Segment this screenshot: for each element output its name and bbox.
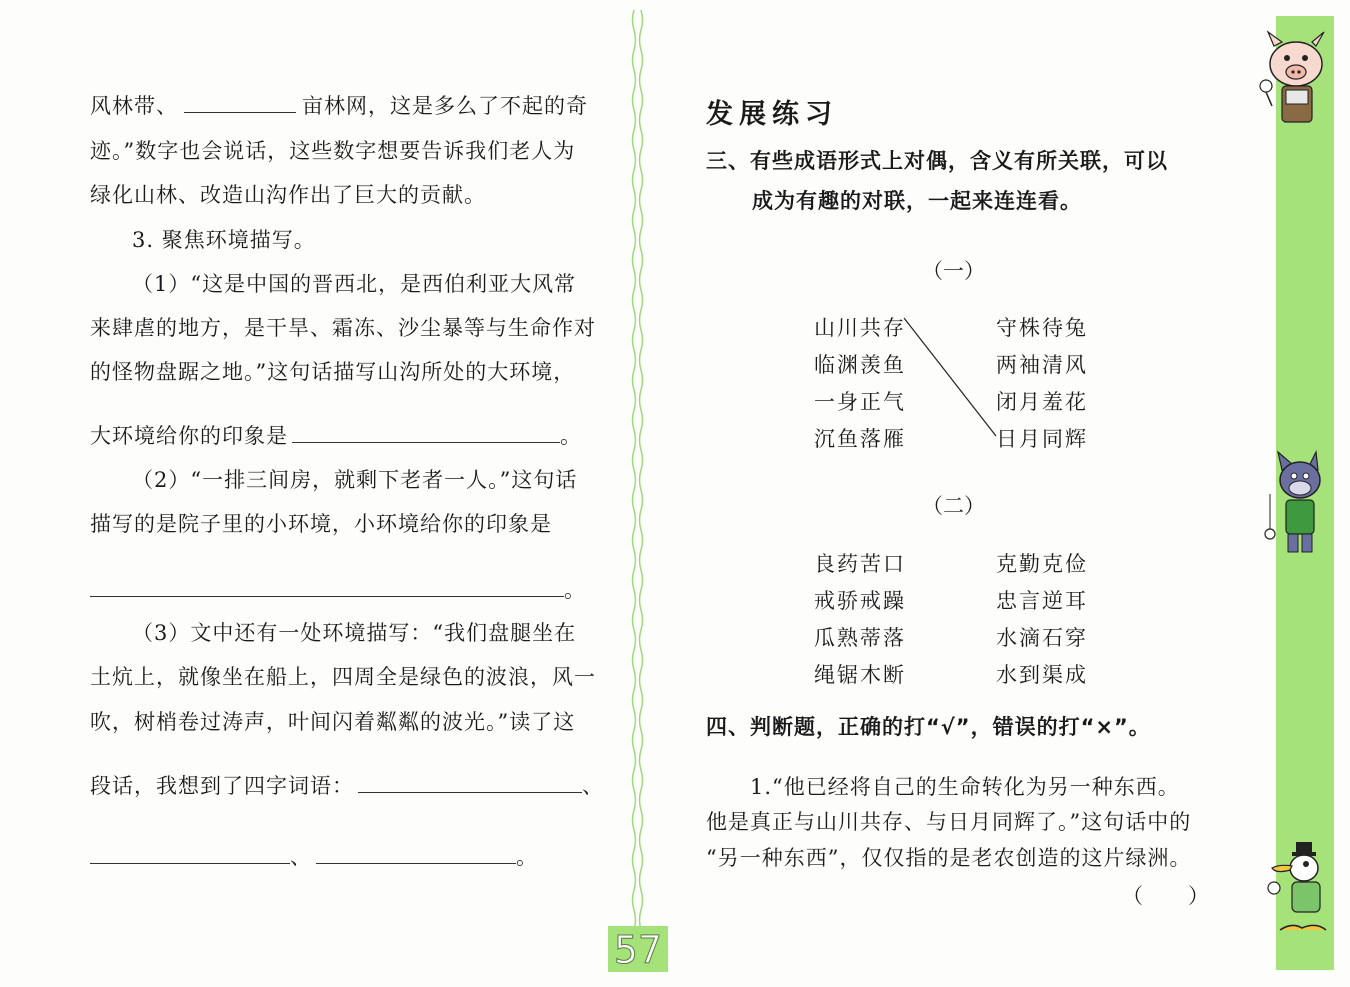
- text-line: 、 。: [90, 841, 538, 871]
- text-line: 的怪物盘踞之地。”这句话描写山沟所处的大环境，: [90, 360, 576, 384]
- idiom-left[interactable]: 瓜熟蒂落: [814, 626, 906, 650]
- question-4-title: 四、判断题，正确的打“√”，错误的打“×”。: [706, 715, 1151, 739]
- idiom-right[interactable]: 两袖清风: [996, 353, 1088, 377]
- idiom-right[interactable]: 忠言逆耳: [996, 589, 1088, 613]
- idiom-right[interactable]: 闭月羞花: [996, 390, 1088, 414]
- answer-blank[interactable]: [90, 578, 564, 597]
- idiom-right[interactable]: 水到渠成: [996, 663, 1088, 687]
- idiom-left[interactable]: 绳锯木断: [814, 663, 906, 687]
- answer-blank[interactable]: [184, 94, 296, 113]
- text-line: 吹，树梢卷过涛声，叶间闪着粼粼的波光。”读了这: [90, 710, 576, 734]
- idiom-left[interactable]: 戒骄戒躁: [814, 589, 906, 613]
- text-line: （3）文中还有一处环境描写：“我们盘腿坐在: [132, 621, 577, 645]
- page-number: 57: [608, 926, 668, 972]
- answer-blank[interactable]: [90, 845, 290, 864]
- answer-blank[interactable]: [316, 845, 516, 864]
- answer-blank[interactable]: [358, 774, 582, 793]
- spine-divider: [628, 10, 648, 930]
- idiom-left[interactable]: 山川共存: [814, 316, 906, 340]
- text-line: 他是真正与山川共存、与日月同辉了。”这句话中的: [706, 810, 1192, 834]
- text-line: 绿化山林、改造山沟作出了巨大的贡献。: [90, 183, 486, 207]
- text-line: 大环境给你的印象是 。: [90, 424, 582, 448]
- text-line: 风林带、 亩林网，这是多么了不起的奇: [90, 94, 588, 118]
- idiom-right[interactable]: 水滴石穿: [996, 626, 1088, 650]
- left-page: [0, 0, 630, 987]
- idiom-right[interactable]: 克勤克俭: [996, 552, 1088, 576]
- text-line: 土炕上，就像坐在船上，四周全是绿色的波浪，风一: [90, 665, 596, 689]
- duck-mascot-icon: [1262, 840, 1334, 940]
- text-line: 段话，我想到了四字词语： 、: [90, 774, 604, 798]
- question-3-title: 三、有些成语形式上对偶，含义有所关联，可以: [706, 149, 1168, 173]
- text-line: 。: [90, 574, 586, 604]
- text-line: “另一种东西”，仅仅指的是老农创造的这片绿洲。: [706, 846, 1192, 870]
- text-line: 描写的是院子里的小环境，小环境给你的印象是: [90, 512, 552, 536]
- idiom-left[interactable]: 临渊羡鱼: [814, 353, 906, 377]
- question-3-title-cont: 成为有趣的对联，一起来连连看。: [752, 189, 1082, 213]
- pig-mascot-icon: [1252, 24, 1332, 132]
- text-line: （2）“一排三间房，就剩下老者一人。”这句话: [132, 468, 578, 492]
- text-line: 来肆虐的地方，是干旱、霜冻、沙尘暴等与生命作对: [90, 316, 596, 340]
- idiom-right[interactable]: 守株待兔: [996, 316, 1088, 340]
- section-title: 发展练习: [706, 99, 838, 130]
- match-line: [900, 310, 1000, 450]
- group-label-2: （二）: [922, 494, 985, 518]
- text-line: （1）“这是中国的晋西北，是西伯利亚大风常: [132, 272, 577, 296]
- answer-box[interactable]: （ ）: [1122, 884, 1210, 908]
- idiom-right[interactable]: 日月同辉: [996, 427, 1088, 451]
- idiom-left[interactable]: 沉鱼落雁: [814, 427, 906, 451]
- subheading: 3. 聚焦环境描写。: [132, 228, 316, 252]
- answer-blank[interactable]: [292, 424, 560, 443]
- idiom-left[interactable]: 良药苦口: [814, 552, 906, 576]
- idiom-left[interactable]: 一身正气: [814, 390, 906, 414]
- text-line: 迹。”数字也会说话，这些数字想要告诉我们老人为: [90, 139, 576, 163]
- group-label-1: （一）: [922, 259, 985, 283]
- text-line: 1.“他已经将自己的生命转化为另一种东西。: [750, 775, 1180, 799]
- wolf-mascot-icon: [1258, 450, 1334, 560]
